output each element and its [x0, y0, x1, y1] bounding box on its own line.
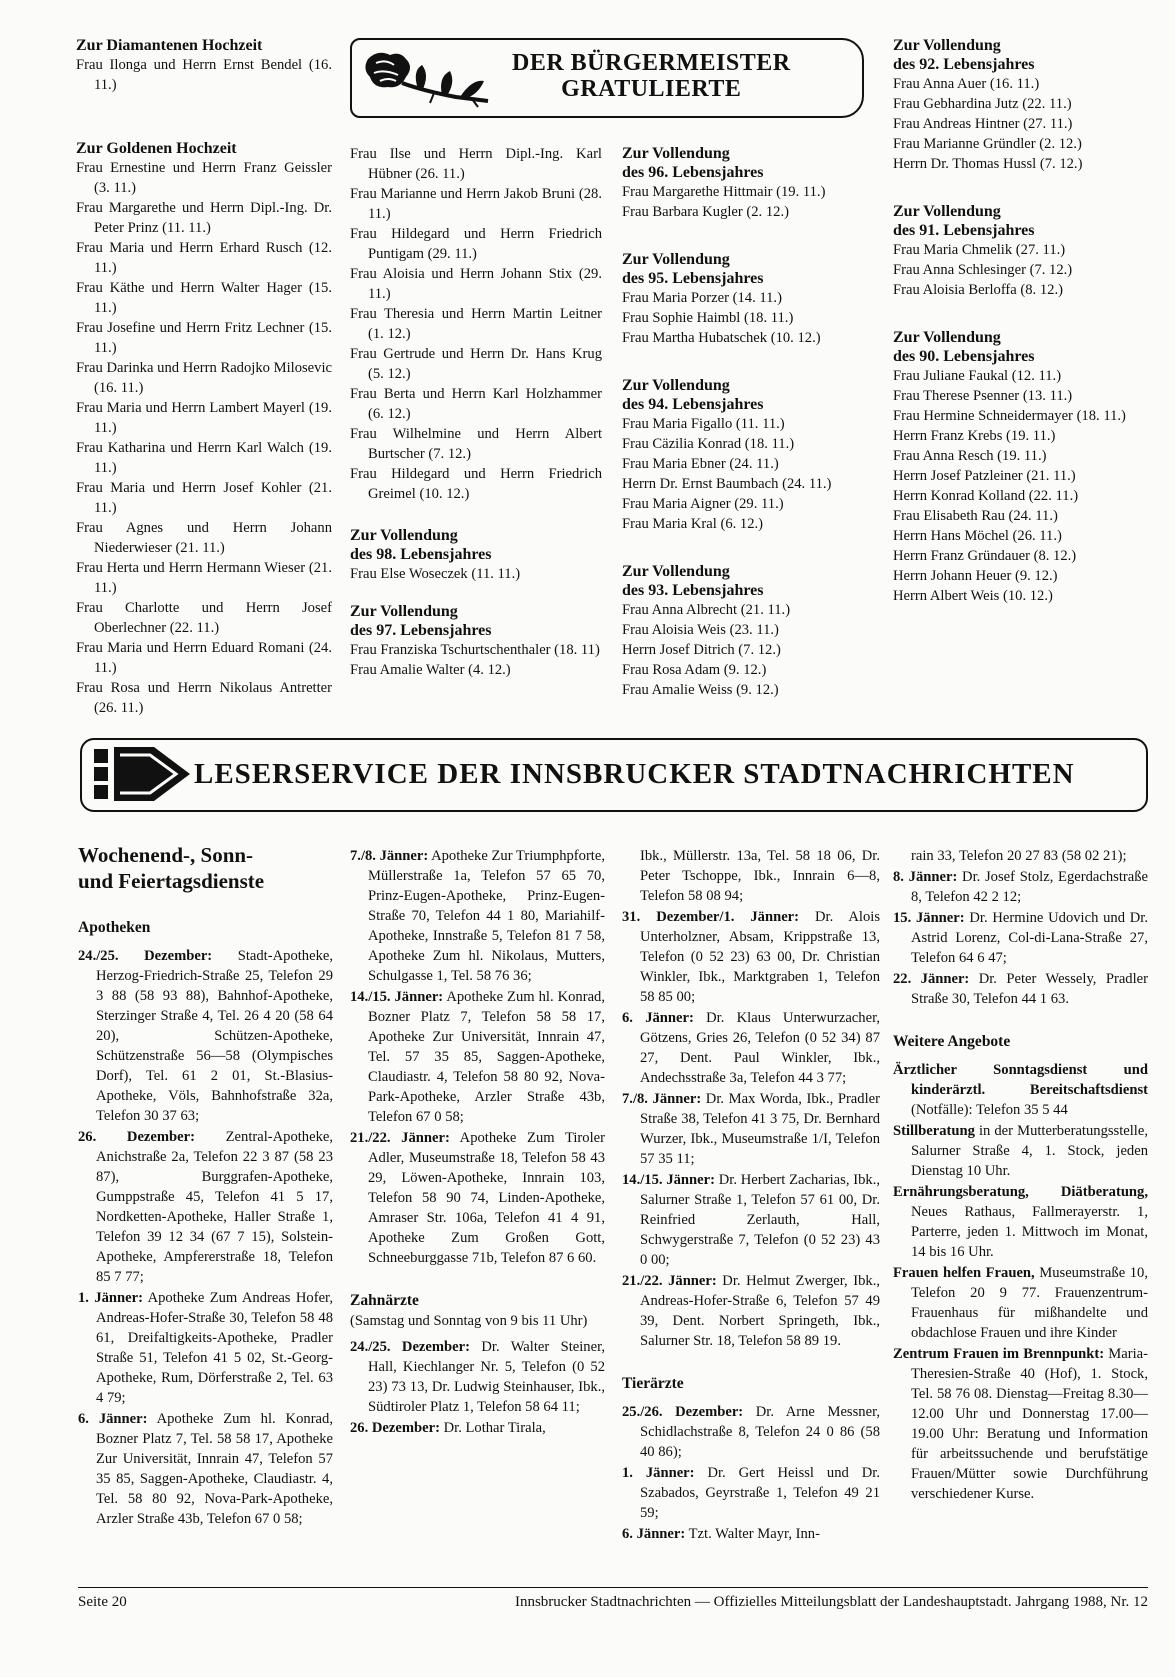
entry-date: 1. Jänner:: [622, 1465, 695, 1481]
entry-text: Apotheke Zum Andreas Hofer, Andreas-Hofer-Straße 30, Telefon 58 48 61, Dreifaltigkeits-Apotheke, Pradler Straße 51, Telefon 41 5 02, St.-Georg-Apotheke, Rum, Dörferstraße 2, Tel. 63 4 79;: [96, 1290, 333, 1406]
mayor-box-title: [512, 50, 791, 102]
service-entry: [622, 1524, 880, 1544]
entry-text: Dr. Gert Heissl und Dr. Szabados, Geyrstraße 1, Telefon 49 21 59;: [640, 1465, 880, 1521]
section: [622, 376, 884, 534]
section: [622, 144, 884, 222]
entry-text: Zentral-Apotheke, Anichstraße 2a, Telefon 22 3 87 (58 23 87), Burggrafen-Apotheke, Gumppstraße 45, Telefon 41 5 17, Nordketten-Apotheke, Haller Straße 1, Telefon 39 12 34 (67 7 15), Solstein-Apotheke, Ampfererstraße 18, Telefon 85 7 77;: [96, 1129, 334, 1285]
service-entry: [893, 1182, 1148, 1262]
list-item: Frau Gebhardina Jutz (22. 11.): [893, 96, 1072, 112]
service-entry: [893, 867, 1148, 907]
entry-text: Dr. Klaus Unterwurzacher, Götzens, Gries 26, Telefon (0 52 34) 87 27, Dent. Paul Winkler, Ibk., Andechsstraße 3a, Telefon 44 3 77;: [640, 1010, 880, 1086]
list-item: Frau Sophie Haimbl (18. 11.): [622, 310, 794, 326]
section-subheading: des 91. Lebensjahres: [893, 222, 1035, 239]
section-subheading: des 92. Lebensjahres: [893, 56, 1035, 73]
column-anniversaries: [76, 36, 332, 756]
service-entry: [622, 1463, 880, 1523]
list-item: Frau Maria und Herrn Eduard Romani (24. 11.): [76, 640, 332, 676]
list-item: Frau Aloisia und Herrn Johann Stix (29. 11.): [350, 266, 602, 302]
dienste-column-4: [893, 846, 1148, 1505]
page-number: Seite 20: [78, 1594, 127, 1610]
section: [893, 202, 1148, 300]
section-heading: Zur Vollendung: [350, 603, 458, 620]
entry-text: Maria-Theresien-Straße 40 (Hof), 1. Stock, Tel. 58 76 08. Dienstag—Freitag 8.30—12.00 Uhr und Donnerstag 17.00—19.00 Uhr: Beratung und Information für arbeitssuchende und berufstätige Frauen/Mütter sowie Durchführung verschiedener Kurse.: [911, 1346, 1148, 1502]
list-item: Frau Anna Resch (19. 11.): [893, 448, 1047, 464]
list-item: Herrn Franz Krebs (19. 11.): [893, 428, 1056, 444]
list-item: Herrn Albert Weis (10. 12.): [893, 588, 1053, 604]
entry-text: Dr. Max Worda, Ibk., Pradler Straße 38, Telefon 41 3 75, Dr. Bernhard Wurzer, Ibk., Museumstraße 1/I, Telefon 57 35 11;: [640, 1091, 880, 1167]
list-item: Frau Wilhelmine und Herrn Albert Burtscher (7. 12.): [350, 426, 602, 462]
service-entry: [893, 1060, 1148, 1120]
entry-date: 22. Jänner:: [893, 971, 970, 987]
list-item: Frau Maria Chmelik (27. 11.): [893, 242, 1066, 258]
entry-text: Dr. Herbert Zacharias, Ibk., Salurner Straße 1, Telefon 57 61 00, Dr. Reinfried Zerlauth, Hall, Schwygerstraße 7, Telefon (0 52 23) 43 0 00;: [640, 1172, 880, 1268]
rose-icon: [360, 45, 500, 111]
list-item: Frau Charlotte und Herrn Josef Oberlechner (22. 11.): [76, 600, 332, 636]
entry-text: Tzt. Walter Mayr, Inn-: [685, 1526, 820, 1542]
list-item: Frau Marianne und Herrn Jakob Bruni (28. 11.): [350, 186, 602, 222]
section: [76, 36, 332, 95]
mayor-title-line1: DER BÜRGERMEISTER: [512, 50, 791, 76]
service-entry: [78, 1288, 333, 1408]
entry-text: in der Mutterberatungsstelle, Salurner Straße 4, 1. Stock, jeden Dienstag 10 Uhr.: [911, 1123, 1148, 1179]
apotheken-heading: Apotheken: [78, 919, 151, 936]
section-subheading: des 96. Lebensjahres: [622, 164, 764, 181]
entry-date: 7./8. Jänner:: [350, 848, 429, 864]
section: [350, 144, 602, 504]
entry-text: Apotheke Zur Triumphpforte, Müllerstraße 1a, Telefon 57 65 70, Prinz-Eugen-Apotheke, Prinz-Eugen-Straße 70, Telefon 44 1 80, Mariahilf-Apotheke, Innstraße 5, Telefon 81 7 58, Apotheke Zum hl. Nikolaus, Mutters, Schulgasse 1, Tel. 58 76 36;: [368, 848, 605, 984]
list-item: Frau Maria und Herrn Josef Kohler (21. 11.): [76, 480, 332, 516]
list-item: Frau Hildegard und Herrn Friedrich Greimel (10. 12.): [350, 466, 602, 502]
entry-text: Dr. Peter Wessely, Pradler Straße 30, Telefon 44 1 63.: [911, 971, 1148, 1007]
entry-date: Ernährungsberatung, Diätberatung,: [893, 1184, 1148, 1200]
list-item: Frau Maria Figallo (11. 11.): [622, 416, 785, 432]
entry-text: Apotheke Zum hl. Konrad, Bozner Platz 7, Tel. 58 58 17, Apotheke Zur Universität, Innrain 47, Telefon 57 35 85, Saggen-Apotheke, Claudiastr. 4, Tel. 58 80 92, Nova-Park-Apotheke, Arzler Straße 43b, Telefon 67 0 58;: [96, 1411, 333, 1527]
dienste-title: Wochenend-, Sonn- und Feiertagsdienste: [78, 843, 265, 893]
entry-date: 1. Jänner:: [78, 1290, 143, 1306]
service-entry: [622, 1170, 880, 1270]
section-heading: Zur Vollendung: [350, 527, 458, 544]
entry-text: Apotheke Zum hl. Konrad, Bozner Platz 7, Telefon 58 58 17, Apotheke Zur Universität, Innrain 47, Tel. 57 35 85, Saggen-Apotheke, Claudiastr. 4, Telefon 58 80 92, Nova-Park-Apotheke, Arzler Straße 43b, Telefon 67 0 58;: [368, 989, 605, 1125]
service-entry: [622, 1271, 880, 1351]
service-entry: [78, 1409, 333, 1529]
entry-text: Museumstraße 10, Telefon 20 9 77. Frauenzentrum-Frauenhaus für mißhandelte und obdachlose Frauen und ihre Kinder: [911, 1265, 1148, 1341]
list-item: Frau Maria und Herrn Lambert Mayerl (19. 11.): [76, 400, 332, 436]
list-item: Frau Margarethe Hittmair (19. 11.): [622, 184, 826, 200]
service-entry: [893, 969, 1148, 1009]
list-item: Frau Anna Schlesinger (7. 12.): [893, 262, 1073, 278]
entry-text: Ibk., Müllerstr. 13a, Tel. 58 18 06, Dr. Peter Tschoppe, Ibk., Innrain 6—8, Telefon 58 08 94;: [640, 848, 880, 904]
service-entry: [622, 1402, 880, 1462]
entry-text: Dr. Walter Steiner, Hall, Kiechlanger Nr. 5, Telefon (0 52 23) 73 13, Dr. Ludwig Steinhauser, Ibk., Südtiroler Platz 1, Telefon 58 64 11;: [368, 1339, 606, 1415]
section-heading: Zur Vollendung: [893, 37, 1001, 54]
list-item: Frau Margarethe und Herrn Dipl.-Ing. Dr. Peter Prinz (11. 11.): [76, 200, 332, 236]
entry-date: 6. Jänner:: [622, 1010, 694, 1026]
page-footer: [78, 1587, 1148, 1612]
entry-date: 21./22. Jänner:: [622, 1273, 717, 1289]
service-entry: [78, 946, 333, 1126]
entry-text: Dr. Helmut Zwerger, Ibk., Andreas-Hofer-Straße 6, Telefon 57 49 39, Dent. Norbert Springeth, Ibk., Salurner Str. 18, Telefon 58 89 19.: [640, 1273, 880, 1349]
section-subheading: des 94. Lebensjahres: [622, 396, 764, 413]
section-heading: Zur Vollendung: [893, 203, 1001, 220]
publication-line: Innsbrucker Stadtnachrichten — Offizielles Mitteilungsblatt der Landeshauptstadt. Jahrgang 1988, Nr. 12: [514, 1594, 1148, 1610]
entry-text: Dr. Hermine Udovich und Dr. Astrid Lorenz, Col-di-Lana-Straße 27, Telefon 64 6 47;: [911, 910, 1148, 966]
list-item: Frau Rosa und Herrn Nikolaus Antretter (26. 11.): [76, 680, 332, 716]
entry-text: (Notfälle): Telefon 35 5 44: [911, 1102, 1068, 1118]
service-entry: [350, 1418, 605, 1438]
entry-text: Dr. Josef Stolz, Egerdachstraße 8, Telefon 42 2 12;: [911, 869, 1148, 905]
service-entry: [893, 846, 1148, 866]
entry-date: Ärztlicher Sonntagsdienst und kinderärztl. Bereitschaftsdienst: [893, 1062, 1148, 1098]
service-entry: [893, 1121, 1148, 1181]
column-birthdays-96-93: [622, 144, 884, 728]
list-item: Herrn Konrad Kolland (22. 11.): [893, 488, 1079, 504]
entry-date: 21./22. Jänner:: [350, 1130, 450, 1146]
leserservice-title: LESERSERVICE DER INNSBRUCKER STADTNACHRICHTEN: [194, 758, 1075, 790]
dienste-column-1: [78, 842, 333, 1530]
entry-text: Neues Rathaus, Fallmerayerstr. 1, Parterre, jeden 1. Mittwoch im Monat, 14 bis 16 Uhr.: [911, 1204, 1148, 1260]
service-entry: [622, 1089, 880, 1169]
list-item: Frau Else Woseczek (11. 11.): [350, 566, 521, 582]
mayor-title-line2: GRATULIERTE: [561, 76, 742, 102]
list-item: Herrn Dr. Thomas Hussl (7. 12.): [893, 156, 1083, 172]
column-birthdays-92-90: [893, 36, 1148, 634]
list-item: Frau Theresia und Herrn Martin Leitner (1. 12.): [350, 306, 602, 342]
section-subheading: des 90. Lebensjahres: [893, 348, 1035, 365]
pencil-icon: [92, 745, 192, 805]
section: [893, 36, 1148, 174]
list-item: Frau Ernestine und Herrn Franz Geissler (3. 11.): [76, 160, 332, 196]
section-heading: Zur Vollendung: [622, 377, 730, 394]
section-heading: Zur Vollendung: [622, 563, 730, 580]
entry-date: 14./15. Jänner:: [350, 989, 444, 1005]
section: [622, 562, 884, 700]
list-item: Frau Therese Psenner (13. 11.): [893, 388, 1073, 404]
list-item: Frau Aloisia Berloffa (8. 12.): [893, 282, 1063, 298]
list-item: Frau Käthe und Herrn Walter Hager (15. 11.): [76, 280, 332, 316]
entry-date: 24./25. Dezember:: [78, 948, 213, 964]
section-heading: Zur Vollendung: [622, 145, 730, 162]
list-item: Frau Juliane Faukal (12. 11.): [893, 368, 1062, 384]
service-entry: [350, 1337, 605, 1417]
entry-text: Apotheke Zum Tiroler Adler, Museumstraße 18, Telefon 58 43 29, Löwen-Apotheke, Innrain 103, Telefon 58 90 74, Linden-Apotheke, Amraser Str. 106a, Telefon 41 4 91, Apotheke Zum Großen Gott, Schneeburggasse 71b, Telefon 87 6 60.: [368, 1130, 605, 1266]
weitere-angebote-heading: Weitere Angebote: [893, 1033, 1011, 1050]
entry-text: Dr. Lothar Tirala,: [439, 1420, 546, 1436]
service-entry: [893, 1263, 1148, 1343]
list-item: Frau Agnes und Herrn Johann Niederwieser (21. 11.): [76, 520, 332, 556]
entry-text: Stadt-Apotheke, Herzog-Friedrich-Straße 25, Telefon 29 3 88 (58 93 88), Bahnhof-Apotheke, Sterzinger Straße 4, Tel. 26 4 20 (58 64 20), Schützen-Apotheke, Schützenstraße 56—58 (Olympisches Dorf), Tel. 61 2 01, St.-Blasius-Apotheke, Völs, Bahnhofstraße 32a, Telefon 30 37 63;: [96, 948, 333, 1124]
list-item: Frau Katharina und Herrn Karl Walch (19. 11.): [76, 440, 332, 476]
service-entry: [78, 1127, 333, 1287]
list-item: Frau Gertrude und Herrn Dr. Hans Krug (5. 12.): [350, 346, 602, 382]
list-item: Frau Darinka und Herrn Radojko Milosevic (16. 11.): [76, 360, 332, 396]
entry-date: 24./25. Dezember:: [350, 1339, 470, 1355]
section-heading: Zur Vollendung: [893, 329, 1001, 346]
entry-date: 8. Jänner:: [893, 869, 958, 885]
entry-date: 26. Dezember:: [350, 1420, 440, 1436]
list-item: Frau Ilonga und Herrn Ernst Bendel (16. 11.): [76, 57, 332, 93]
list-item: Frau Amalie Weiss (9. 12.): [622, 682, 779, 698]
list-item: Herrn Josef Ditrich (7. 12.): [622, 642, 781, 658]
dienste-column-2: [350, 846, 605, 1439]
zahnaerzte-heading: Zahnärzte: [350, 1292, 419, 1309]
entry-date: 14./15. Jänner:: [622, 1172, 715, 1188]
list-item: Herrn Franz Gründauer (8. 12.): [893, 548, 1077, 564]
service-entry: [893, 908, 1148, 968]
list-item: Frau Herta und Herrn Hermann Wieser (21. 11.): [76, 560, 332, 596]
service-entry: [350, 1128, 605, 1268]
section: [350, 602, 602, 680]
mayor-congratulations-box: [350, 38, 864, 118]
entry-date: Stillberatung: [893, 1123, 975, 1139]
list-item: Frau Rosa Adam (9. 12.): [622, 662, 767, 678]
list-item: Herrn Johann Heuer (9. 12.): [893, 568, 1058, 584]
list-item: Frau Maria Aigner (29. 11.): [622, 496, 784, 512]
list-item: Frau Elisabeth Rau (24. 11.): [893, 508, 1058, 524]
entry-date: 7./8. Jänner:: [622, 1091, 702, 1107]
list-item: Frau Anna Albrecht (21. 11.): [622, 602, 791, 618]
section-heading: Zur Goldenen Hochzeit: [76, 140, 237, 157]
list-item: Frau Ilse und Herrn Dipl.-Ing. Karl Hübner (26. 11.): [350, 146, 602, 182]
tieraerzte-heading: Tierärzte: [622, 1375, 684, 1392]
section: [893, 328, 1148, 606]
section: [350, 526, 602, 584]
list-item: Frau Berta und Herrn Karl Holzhammer (6. 12.): [350, 386, 602, 422]
entry-text: Dr. Alois Unterholzner, Absam, Krippstraße 13, Telefon (0 52 23) 63 00, Dr. Christian Winkler, Ibk., Marktgraben 1, Telefon 58 85 00;: [640, 909, 880, 1005]
service-entry: [350, 987, 605, 1127]
dienste-column-3: [622, 846, 880, 1545]
list-item: Frau Hermine Schneidermayer (18. 11.): [893, 408, 1126, 424]
section: [76, 139, 332, 718]
list-item: Frau Andreas Hintner (27. 11.): [893, 116, 1073, 132]
column-anniversaries-2: [350, 144, 602, 698]
list-item: Frau Cäzilia Konrad (18. 11.): [622, 436, 795, 452]
section: [622, 250, 884, 348]
entry-date: 6. Jänner:: [78, 1411, 148, 1427]
entry-text: Dr. Arne Messner, Schidlachstraße 8, Telefon 24 0 86 (58 40 86);: [640, 1404, 880, 1460]
list-item: Frau Hildegard und Herrn Friedrich Puntigam (29. 11.): [350, 226, 602, 262]
service-entry: [893, 1344, 1148, 1504]
list-item: Herrn Dr. Ernst Baumbach (24. 11.): [622, 476, 832, 492]
entry-date: 26. Dezember:: [78, 1129, 195, 1145]
zahnaerzte-hours: (Samstag und Sonntag von 9 bis 11 Uhr): [350, 1313, 588, 1329]
list-item: Frau Aloisia Weis (23. 11.): [622, 622, 779, 638]
leserservice-banner: [80, 738, 1148, 812]
list-item: Frau Amalie Walter (4. 12.): [350, 662, 511, 678]
section-heading: Zur Vollendung: [622, 251, 730, 268]
list-item: Herrn Josef Patzleiner (21. 11.): [893, 468, 1076, 484]
section-subheading: des 98. Lebensjahres: [350, 546, 492, 563]
section-heading: Zur Diamantenen Hochzeit: [76, 37, 263, 54]
entry-date: 25./26. Dezember:: [622, 1404, 744, 1420]
service-entry: [350, 846, 605, 986]
section-subheading: des 97. Lebensjahres: [350, 622, 492, 639]
section-subheading: des 95. Lebensjahres: [622, 270, 764, 287]
service-entry: [622, 1008, 880, 1088]
service-entry: [622, 846, 880, 906]
list-item: Frau Maria Ebner (24. 11.): [622, 456, 779, 472]
list-item: Frau Maria und Herrn Erhard Rusch (12. 11.): [76, 240, 332, 276]
service-entry: [622, 907, 880, 1007]
list-item: Frau Martha Hubatschek (10. 12.): [622, 330, 821, 346]
entry-text: rain 33, Telefon 20 27 83 (58 02 21);: [911, 848, 1127, 864]
list-item: Frau Anna Auer (16. 11.): [893, 76, 1040, 92]
list-item: Herrn Hans Möchel (26. 11.): [893, 528, 1062, 544]
entry-date: Zentrum Frauen im Brennpunkt:: [893, 1346, 1105, 1362]
list-item: Frau Josefine und Herrn Fritz Lechner (15. 11.): [76, 320, 332, 356]
list-item: Frau Marianne Gründler (2. 12.): [893, 136, 1082, 152]
entry-date: Frauen helfen Frauen,: [893, 1265, 1035, 1281]
list-item: Frau Franziska Tschurtschenthaler (18. 11): [350, 642, 600, 658]
list-item: Frau Barbara Kugler (2. 12.): [622, 204, 789, 220]
entry-date: 31. Dezember/1. Jänner:: [622, 909, 800, 925]
list-item: Frau Maria Porzer (14. 11.): [622, 290, 782, 306]
section-subheading: des 93. Lebensjahres: [622, 582, 764, 599]
list-item: Frau Maria Kral (6. 12.): [622, 516, 764, 532]
entry-date: 6. Jänner:: [622, 1526, 686, 1542]
entry-date: 15. Jänner:: [893, 910, 965, 926]
